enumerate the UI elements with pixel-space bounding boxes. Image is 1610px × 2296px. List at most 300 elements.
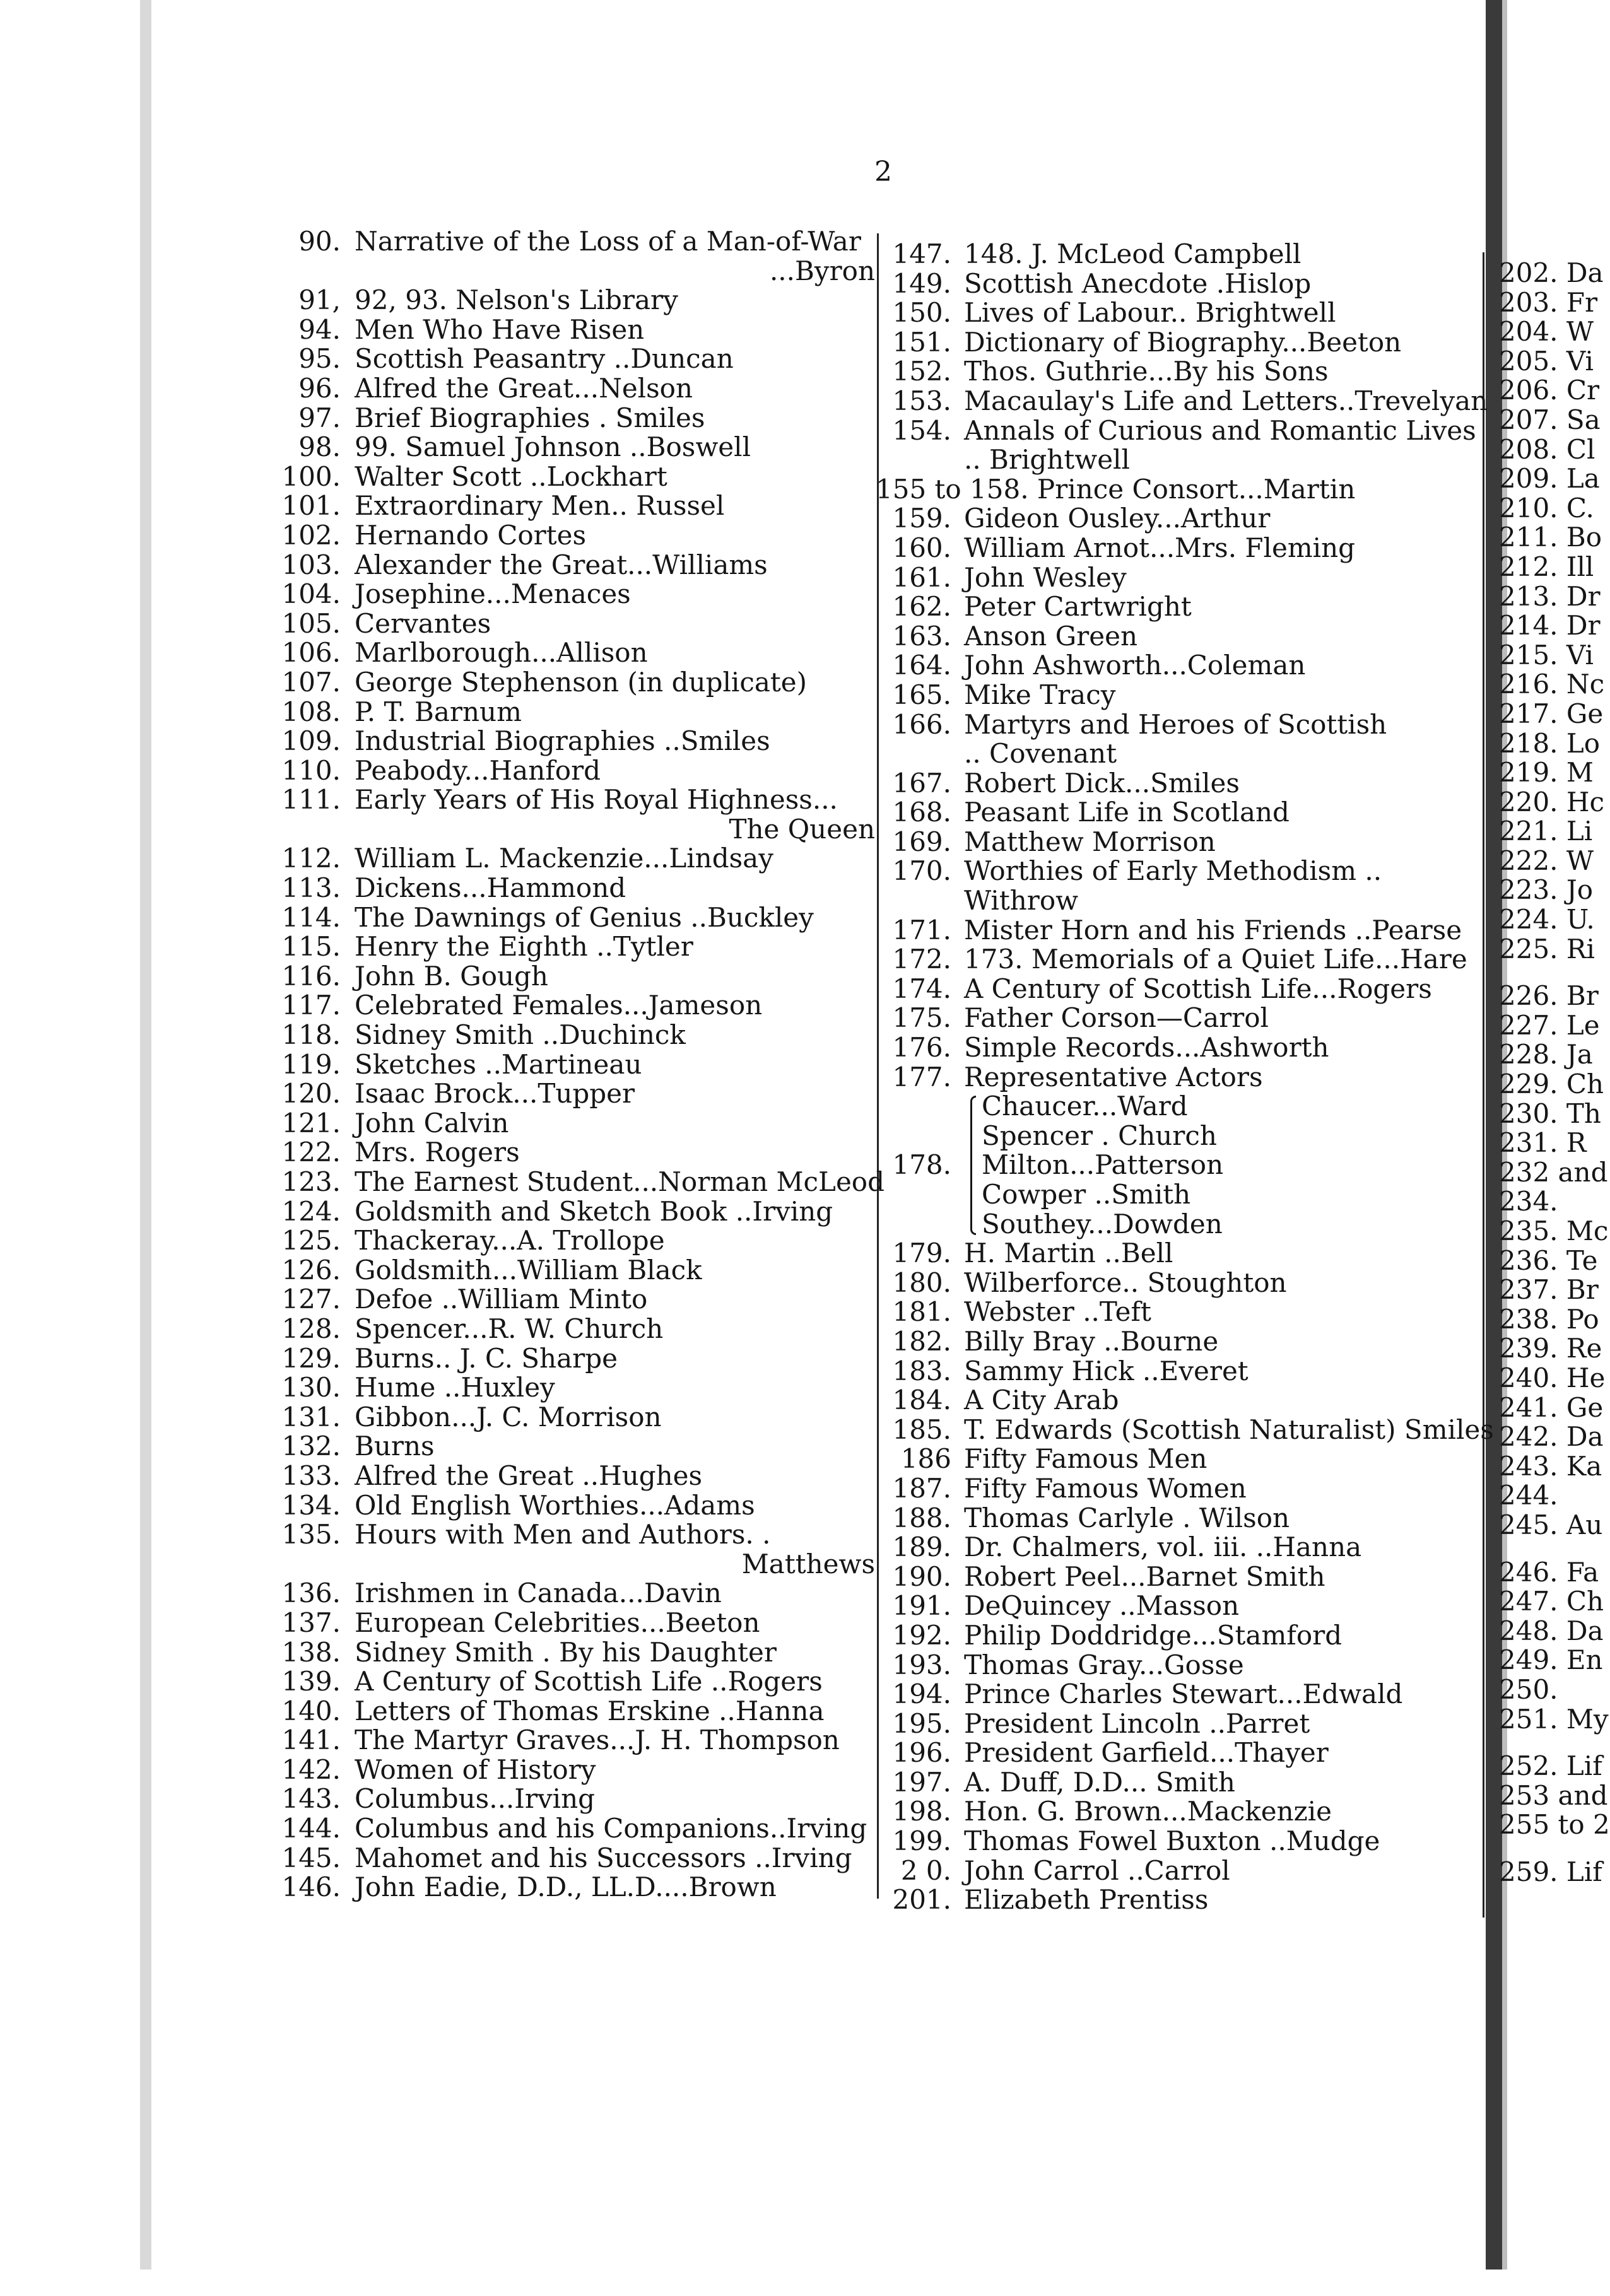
list-item (260, 932, 875, 962)
entry-number: 131. (281, 1401, 341, 1432)
list-item (876, 975, 1478, 1004)
entry-title: Wilberforce.. Stoughton (964, 1267, 1287, 1298)
entry-title: William L. Mackenzie...Lindsay (355, 843, 773, 874)
entry-number: 190. (892, 1561, 951, 1592)
entry-title: Hon. G. Brown...Mackenzie (964, 1796, 1332, 1827)
entry-title: Mrs. Rogers (355, 1137, 520, 1168)
list-item (260, 785, 875, 815)
entry-fragment: 219. M (1499, 757, 1594, 788)
entry-title: President Lincoln ..Parret (964, 1707, 1310, 1739)
entry-title: Webster ..Teft (964, 1296, 1151, 1328)
entry-number: 140. (281, 1695, 341, 1726)
list-item (1499, 1809, 1610, 1841)
list-item (260, 1432, 875, 1461)
entry-number: 189. (892, 1532, 951, 1563)
list-item (876, 240, 1478, 269)
entry-title: The Martyr Graves...J. H. Thompson (355, 1725, 840, 1756)
entry-number: 153. (892, 385, 951, 416)
list-item (1499, 981, 1597, 1011)
entry-number: 146. (281, 1871, 341, 1903)
list-item (876, 504, 1478, 534)
list-item (260, 1491, 875, 1521)
entry-title: Peabody...Hanford (355, 754, 601, 786)
entry-fragment: 223. Jo (1499, 874, 1593, 906)
entry-fragment: 241. Ge (1499, 1391, 1604, 1423)
entry-fragment: 259. Lif (1499, 1856, 1602, 1887)
entry-fragment: 221. Li (1499, 816, 1593, 847)
list-item (1499, 553, 1597, 582)
entry-fragment: 222. W (1499, 845, 1594, 876)
entry-title: Extraordinary Men.. Russel (355, 490, 725, 522)
list-item (1499, 905, 1597, 935)
entry-title: Elizabeth Prentiss (964, 1884, 1209, 1916)
entry-title: ...Byron (769, 255, 875, 286)
entry-fragment: 206. Cr (1499, 375, 1600, 406)
list-item (876, 298, 1478, 328)
entry-fragment: 229. Ch (1499, 1069, 1604, 1100)
entry-number: 113. (281, 872, 341, 904)
entry-number: 168. (892, 797, 951, 828)
entry-fragment: 243. Ka (1499, 1450, 1602, 1482)
entry-title: The Earnest Student...Norman McLeod (355, 1166, 884, 1197)
list-item (876, 1885, 1478, 1915)
entry-number: 161. (892, 561, 951, 593)
entry-title: Marlborough...Allison (355, 637, 648, 669)
entry-fragment: 209. La (1499, 463, 1600, 495)
list-item (260, 756, 875, 786)
entry-fragment: 253 and (1499, 1779, 1608, 1811)
list-item (260, 1638, 875, 1668)
catalogue-column-middle (876, 238, 1494, 1916)
entry-number: 159. (892, 503, 951, 534)
list-item (1499, 758, 1597, 788)
entry-fragment: 207. Sa (1499, 404, 1601, 435)
entry-fragment: 242. Da (1499, 1421, 1604, 1453)
list-item (260, 638, 875, 668)
entry-number: 154. (892, 414, 951, 446)
entry-title: Early Years of His Royal Highness... (355, 784, 838, 816)
list-item (260, 1285, 875, 1315)
entry-title: Goldsmith...William Black (355, 1254, 702, 1286)
entry-title: Representative Actors (964, 1061, 1263, 1092)
list-item (1499, 698, 1604, 729)
list-item (876, 1239, 1478, 1268)
list-item (876, 1033, 1478, 1063)
entry-number: 172. (892, 944, 951, 975)
entry-title: H. Martin ..Bell (964, 1238, 1173, 1269)
entry-number: 126. (281, 1254, 341, 1286)
list-item (260, 698, 875, 727)
list-item (876, 1327, 1478, 1357)
entry-number: 112. (281, 843, 341, 874)
entry-title: Fifty Famous Men (964, 1443, 1208, 1475)
entry-fragment: 202. Da (1499, 257, 1604, 288)
list-item (876, 681, 1478, 710)
entry-title: T. Edwards (Scottish Naturalist) Smiles (964, 1414, 1494, 1445)
list-item (876, 710, 1478, 740)
list-item (260, 521, 875, 551)
entry-fragment: 220. Hc (1499, 786, 1605, 817)
list-item (260, 433, 875, 462)
entry-number: 192. (892, 1619, 951, 1651)
list-item (260, 1814, 875, 1844)
entry-number: 116. (281, 960, 341, 992)
list-item (1499, 1215, 1609, 1246)
entry-title: 173. Memorials of a Quiet Life...Hare (964, 944, 1467, 975)
list-item (876, 1709, 1478, 1739)
entry-number: 194. (892, 1678, 951, 1710)
list-item (876, 1357, 1478, 1386)
list-item (876, 769, 1478, 799)
entry-title: Prince Charles Stewart...Edwald (964, 1678, 1403, 1710)
entry-title: Robert Peel...Barnet Smith (964, 1561, 1325, 1592)
entry-title: A. Duff, D.D... Smith (964, 1766, 1235, 1798)
list-item (1499, 1305, 1597, 1335)
entry-fragment: 245. Au (1499, 1509, 1603, 1540)
list-item (1499, 1644, 1603, 1676)
list-item (876, 1680, 1478, 1709)
list-item (1499, 1509, 1603, 1540)
entry-title: .. Covenant (964, 738, 1117, 770)
entry-number: 105. (281, 607, 341, 639)
entry-number: 121. (281, 1107, 341, 1139)
entry-title: Thomas Carlyle . Wilson (964, 1502, 1290, 1533)
list-item (1499, 1333, 1602, 1364)
list-item (876, 328, 1478, 358)
entry-title: Philip Doddridge...Stamford (964, 1619, 1343, 1651)
entry-fragment: 213. Dr (1499, 580, 1601, 612)
entry-number: 176. (892, 1032, 951, 1063)
entry-number: 151. (892, 326, 951, 358)
entry-title: John Calvin (355, 1107, 509, 1139)
entry-number: 193. (892, 1649, 951, 1680)
entry-fragment: 248. Da (1499, 1615, 1604, 1646)
list-item (876, 357, 1478, 387)
entry-title: Alfred the Great ..Hughes (355, 1460, 703, 1491)
list-item (260, 374, 875, 404)
list-item (260, 491, 875, 521)
list-item (1499, 1558, 1597, 1588)
entry-number: 125. (281, 1225, 341, 1256)
list-item (876, 798, 1478, 828)
entry-number: 108. (281, 696, 341, 727)
entry-number: 169. (892, 826, 951, 857)
entry-title: Sketches ..Martineau (355, 1048, 642, 1080)
list-item (1499, 786, 1605, 817)
entry-number: 191. (892, 1590, 951, 1622)
entry-fragment: 212. Ill (1499, 551, 1594, 582)
catalogue-column-middle-part-a (876, 238, 1488, 1092)
entry-number: 167. (892, 767, 951, 799)
entry-number: 170. (892, 855, 951, 887)
entry-fragment: 238. Po (1499, 1303, 1599, 1335)
list-item (876, 1504, 1478, 1533)
list-item (1499, 1615, 1604, 1646)
entry-title: A Century of Scottish Life...Rogers (964, 973, 1432, 1004)
entry-title: Burns.. J. C. Sharpe (355, 1342, 618, 1374)
entry-number: 182. (892, 1325, 951, 1357)
entry-title: Withrow (964, 885, 1079, 917)
list-item (1499, 1009, 1600, 1041)
entry-title: Men Who Have Risen (355, 313, 645, 345)
entry-number: 165. (892, 679, 951, 710)
list-item (260, 404, 875, 433)
entry-number: 147. (892, 238, 951, 269)
list-item (1499, 288, 1597, 318)
entry-number: 111. (281, 784, 341, 816)
entry-fragment: 216. Nc (1499, 669, 1605, 700)
spacer (1499, 1540, 1597, 1558)
entry-title: Defoe ..William Minto (355, 1284, 648, 1315)
entry-fragment: 235. Mc (1499, 1215, 1609, 1246)
entry-title: John Ashworth...Coleman (964, 650, 1306, 681)
list-item (1499, 1040, 1597, 1070)
entry-number: 110. (281, 754, 341, 786)
entry-fragment: 218. Lo (1499, 727, 1601, 759)
entry-fragment: 247. Ch (1499, 1586, 1604, 1617)
list-item (1499, 1421, 1604, 1453)
list-item (260, 1373, 875, 1403)
entry-fragment: 204. W (1499, 316, 1594, 348)
entry-title: Thos. Guthrie...By his Sons (964, 356, 1329, 387)
entry-number: 2 0. (900, 1854, 951, 1886)
entry-number: 139. (281, 1666, 341, 1697)
entry-continuation (876, 739, 1478, 769)
list-item (260, 227, 875, 257)
list-item (260, 1844, 875, 1873)
list-item (876, 1591, 1478, 1621)
list-item (260, 315, 875, 345)
entry-title: The Dawnings of Genius ..Buckley (355, 901, 814, 933)
entry-title: Macaulay's Life and Letters..Trevelyan (964, 385, 1488, 416)
list-item (260, 1784, 875, 1814)
list-item (260, 609, 875, 639)
entry-number: 178. (892, 1149, 951, 1181)
entry-number: 141. (281, 1725, 341, 1756)
spacer (1499, 1840, 1597, 1858)
entry-number: 186 (900, 1443, 951, 1475)
list-item (876, 534, 1478, 563)
entry-number: 109. (281, 725, 341, 757)
entry-title: Celebrated Females...Jameson (355, 990, 763, 1021)
list-item (260, 580, 875, 609)
entry-number: 185. (892, 1414, 951, 1445)
list-item (1499, 1128, 1597, 1158)
list-item (260, 1079, 875, 1109)
list-item (260, 668, 875, 698)
entry-title: Spencer...R. W. Church (355, 1313, 664, 1344)
spacer (1499, 1734, 1597, 1752)
entry-title: John Wesley (964, 561, 1127, 593)
entry-number: 136. (281, 1578, 341, 1609)
entry-fragment: 234. (1499, 1186, 1558, 1217)
list-item (876, 828, 1478, 857)
list-item (1499, 1069, 1604, 1100)
entry-title: Billy Bray ..Bourne (964, 1325, 1219, 1357)
entry-title: Columbus...Irving (355, 1783, 596, 1815)
entry-title: President Garfield...Thayer (964, 1737, 1329, 1769)
entry-title: George Stephenson (in duplicate) (355, 666, 808, 698)
list-item (260, 1520, 875, 1550)
catalogue-column-left (260, 226, 884, 1903)
entry-number: 150. (892, 297, 951, 329)
entry-number: 201. (892, 1884, 951, 1916)
entry-fragment: 231. R (1499, 1127, 1587, 1159)
entry-continuation (260, 815, 875, 845)
entry-number: 137. (281, 1607, 341, 1638)
entry-number: 199. (892, 1825, 951, 1857)
list-item (1499, 935, 1597, 964)
entry-number: 103. (281, 549, 341, 580)
left-page-edge (0, 0, 150, 2296)
entry-number: 196. (892, 1737, 951, 1769)
entry-fragment: 205. Vi (1499, 345, 1594, 377)
entry-fragment: 215. Vi (1499, 639, 1594, 671)
list-item (1499, 876, 1597, 905)
entry-fragment: 227. Le (1499, 1009, 1600, 1041)
list-item (1499, 1246, 1597, 1276)
list-item (1499, 494, 1597, 524)
entry-number: 163. (892, 620, 951, 652)
list-item (260, 551, 875, 580)
entry-number: 100. (281, 460, 341, 492)
entry-fragment: 228. Ja (1499, 1039, 1593, 1070)
entry-fragment: 236. Te (1499, 1245, 1598, 1276)
entry-number: 101. (281, 490, 341, 522)
entry-number: 117. (281, 990, 341, 1021)
list-item (1499, 1098, 1601, 1129)
entry-number: 119. (281, 1048, 341, 1080)
list-item (876, 1738, 1478, 1768)
entry-number: 129. (281, 1342, 341, 1374)
entry-title: John Carrol ..Carrol (964, 1854, 1230, 1886)
list-item (876, 269, 1478, 299)
list-item (876, 416, 1478, 446)
entry-number: 197. (892, 1766, 951, 1798)
entry-title: DeQuincey ..Masson (964, 1590, 1240, 1622)
entry-title: Women of History (355, 1754, 596, 1785)
list-item (260, 1667, 875, 1697)
entry-title: The Queen (729, 813, 875, 845)
entry-title: Josephine...Menaces (355, 578, 631, 610)
entry-number: 166. (892, 708, 951, 740)
entry-title: Father Corson—Carrol (964, 1002, 1269, 1034)
list-item (876, 916, 1478, 946)
list-item (260, 1461, 875, 1491)
list-item (260, 1109, 875, 1139)
list-item (876, 1297, 1478, 1327)
list-item (876, 1004, 1478, 1033)
entry-number: 164. (892, 650, 951, 681)
list-item (876, 1063, 1478, 1092)
entry-title: Thackeray...A. Trollope (355, 1225, 665, 1256)
entry-number: 130. (281, 1372, 341, 1403)
entry-number: 135. (281, 1519, 341, 1550)
bracketed-entry (876, 1092, 1478, 1239)
catalogue-column-right-cropped (1499, 257, 1610, 1887)
entry-title: Letters of Thomas Erskine ..Hanna (355, 1695, 825, 1726)
entry-title: Gibbon...J. C. Morrison (355, 1401, 662, 1432)
list-item (1499, 1362, 1606, 1393)
entry-title: Matthews (741, 1548, 875, 1579)
entry-fragment: 225. Ri (1499, 933, 1595, 964)
entry-title: William Arnot...Mrs. Fleming (964, 532, 1356, 563)
list-item (1499, 404, 1601, 435)
entry-number: 142. (281, 1754, 341, 1785)
entry-title: European Celebrities...Beeton (355, 1607, 760, 1638)
list-item (260, 1050, 875, 1080)
entry-title: 155 to 158. Prince Consort...Martin (876, 473, 1356, 505)
list-item (1499, 846, 1597, 876)
entry-title: Dickens...Hammond (355, 872, 626, 904)
catalogue-column-middle-part-b (876, 1238, 1494, 1916)
list-item (1499, 580, 1601, 612)
list-item (1499, 1275, 1597, 1305)
bracket-item: Cowper ..Smith (982, 1179, 1191, 1210)
entry-title: John B. Gough (355, 960, 548, 992)
list-item (260, 344, 875, 374)
entry-number: 162. (892, 591, 951, 623)
entry-number: 179. (892, 1238, 951, 1269)
list-item (260, 962, 875, 992)
entry-number: 132. (281, 1431, 341, 1462)
entry-number: 145. (281, 1842, 341, 1873)
entry-title: Isaac Brock...Tupper (355, 1078, 635, 1110)
entry-number: 95. (298, 343, 341, 375)
entry-number: 152. (892, 356, 951, 387)
entry-title: Martyrs and Heroes of Scottish (964, 708, 1387, 740)
entry-number: 106. (281, 637, 341, 669)
entry-fragment: 237. Br (1499, 1274, 1599, 1306)
entry-fragment: 217. Ge (1499, 698, 1604, 729)
list-item (1499, 317, 1597, 347)
entry-title: Thomas Gray...Gosse (964, 1649, 1244, 1680)
entry-number: 138. (281, 1636, 341, 1668)
entry-title: Brief Biographies . Smiles (355, 402, 705, 433)
entry-title: Scottish Anecdote .Hislop (964, 267, 1312, 299)
list-item (1499, 522, 1602, 553)
list-item (1499, 610, 1601, 641)
list-item (1499, 1481, 1597, 1511)
entry-title: Sidney Smith . By his Daughter (355, 1636, 777, 1668)
list-item (876, 651, 1478, 681)
list-item (260, 1608, 875, 1638)
entry-fragment: 214. Dr (1499, 610, 1601, 641)
list-item (1499, 1703, 1609, 1735)
entry-number: 107. (281, 666, 341, 698)
entry-number: 171. (892, 914, 951, 946)
list-item (260, 1579, 875, 1608)
list-item (260, 991, 875, 1021)
list-item (876, 563, 1478, 593)
list-item (876, 475, 1478, 505)
entry-number: 198. (892, 1796, 951, 1827)
list-item (876, 1651, 1478, 1680)
entry-title: Alfred the Great...Nelson (355, 372, 693, 404)
entry-fragment: 203. Fr (1499, 286, 1598, 318)
entry-title: Columbus and his Companions..Irving (355, 1813, 867, 1844)
entry-title: Matthew Morrison (964, 826, 1216, 857)
list-item (876, 945, 1478, 975)
list-item (1499, 641, 1597, 671)
entry-title: Walter Scott ..Lockhart (355, 460, 667, 492)
entry-title: Mister Horn and his Friends ..Pearse (964, 914, 1462, 946)
list-item (260, 727, 875, 756)
list-item (1499, 1779, 1608, 1811)
list-item (260, 1226, 875, 1256)
entry-continuation (876, 445, 1478, 475)
spacer (1499, 964, 1597, 981)
